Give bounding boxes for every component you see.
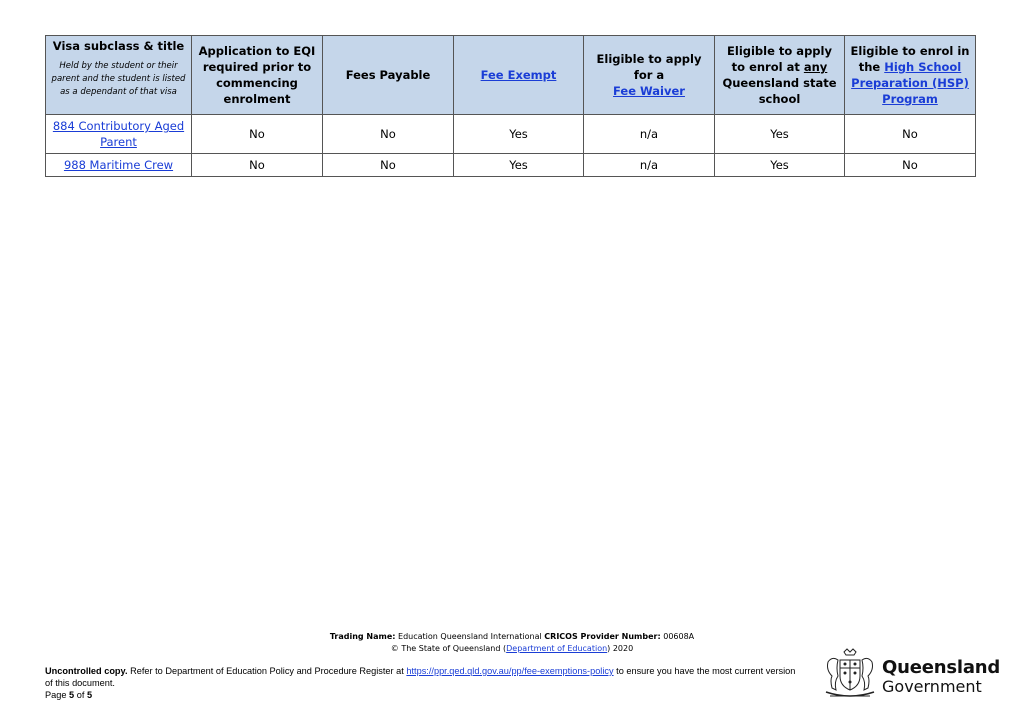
queensland-government-logo (822, 648, 1001, 700)
logo-line-queensland: Queensland (882, 657, 1001, 678)
visa-fees-table (45, 35, 976, 177)
uncontrolled-bold: Uncontrolled copy. (45, 666, 128, 676)
uncontrolled-copy-notice (45, 666, 805, 689)
visa-cell (46, 115, 192, 154)
page-total: 5 (86, 690, 93, 700)
trading-name-value: Education Queensland International (398, 632, 542, 641)
page-current: 5 (69, 690, 75, 700)
header-visa-note: Held by the student or their parent and the student is listed as a dependant of that visa (51, 61, 186, 97)
state-school-any: any (803, 60, 828, 74)
hsp-cell: No (845, 154, 976, 177)
hsp-prefix: Eligible to enrol in the (850, 44, 970, 74)
uncontrolled-text: Refer to Department of Education Policy and Procedure Register at (130, 666, 404, 676)
hsp-cell: No (845, 115, 976, 154)
trading-name-label: Trading Name: (329, 632, 396, 641)
table-header-row (46, 36, 976, 115)
header-hsp (845, 36, 976, 115)
fee-waiver-cell: n/a (584, 115, 715, 154)
header-fee-waiver (584, 36, 715, 115)
header-state-school (715, 36, 845, 115)
coat-of-arms-icon (822, 648, 878, 700)
cricos-value: 00608A (663, 632, 695, 641)
state-school-prefix: Eligible to apply to enrol at (727, 44, 832, 74)
fee-exempt-cell: Yes (454, 154, 584, 177)
fee-exempt-cell: Yes (454, 115, 584, 154)
fees-payable-cell: No (323, 115, 454, 154)
visa-884-link[interactable]: 884 Contributory Aged Parent (52, 119, 185, 149)
cricos-label: CRICOS Provider Number: (544, 632, 661, 641)
table-row (46, 154, 976, 177)
visa-cell (46, 154, 192, 177)
department-link[interactable]: Department of Education (506, 644, 608, 653)
state-school-suffix: Queensland state school (722, 76, 837, 106)
fee-exempt-link[interactable]: Fee Exempt (480, 68, 557, 82)
page-number (45, 690, 92, 700)
fee-waiver-link[interactable]: Fee Waiver (613, 84, 685, 98)
header-fee-exempt (454, 36, 584, 115)
logo-line-government: Government (882, 677, 982, 696)
page-label: Page (45, 690, 67, 700)
state-school-cell: Yes (715, 115, 845, 154)
copyright-prefix: © The State of Queensland ( (390, 644, 507, 653)
page-of: of (76, 690, 85, 700)
fee-waiver-cell: n/a (584, 154, 715, 177)
eqi-cell: No (192, 115, 323, 154)
eqi-cell: No (192, 154, 323, 177)
fees-payable-cell: No (323, 154, 454, 177)
uncontrolled-suffix: to ensure you have the most current version of this document. (45, 666, 796, 688)
copyright-suffix: ) 2020 (607, 644, 634, 653)
hsp-program-link[interactable]: High School Preparation (HSP) Program (851, 60, 969, 106)
trading-name-line (0, 631, 1024, 643)
header-eqi-required: Application to EQI required prior to commencing enrolment (192, 36, 323, 115)
visa-988-link[interactable]: 988 Maritime Crew (63, 158, 174, 172)
state-school-cell: Yes (715, 154, 845, 177)
fee-waiver-prefix: Eligible to apply for a (596, 52, 702, 82)
header-fees-payable: Fees Payable (323, 36, 454, 115)
policy-url-link[interactable]: https://ppr.qed.qld.gov.au/pp/fee-exemptions-policy (406, 666, 614, 676)
table-row (46, 115, 976, 154)
header-visa-title: Visa subclass & title (52, 39, 185, 53)
header-visa-subclass (46, 36, 192, 115)
